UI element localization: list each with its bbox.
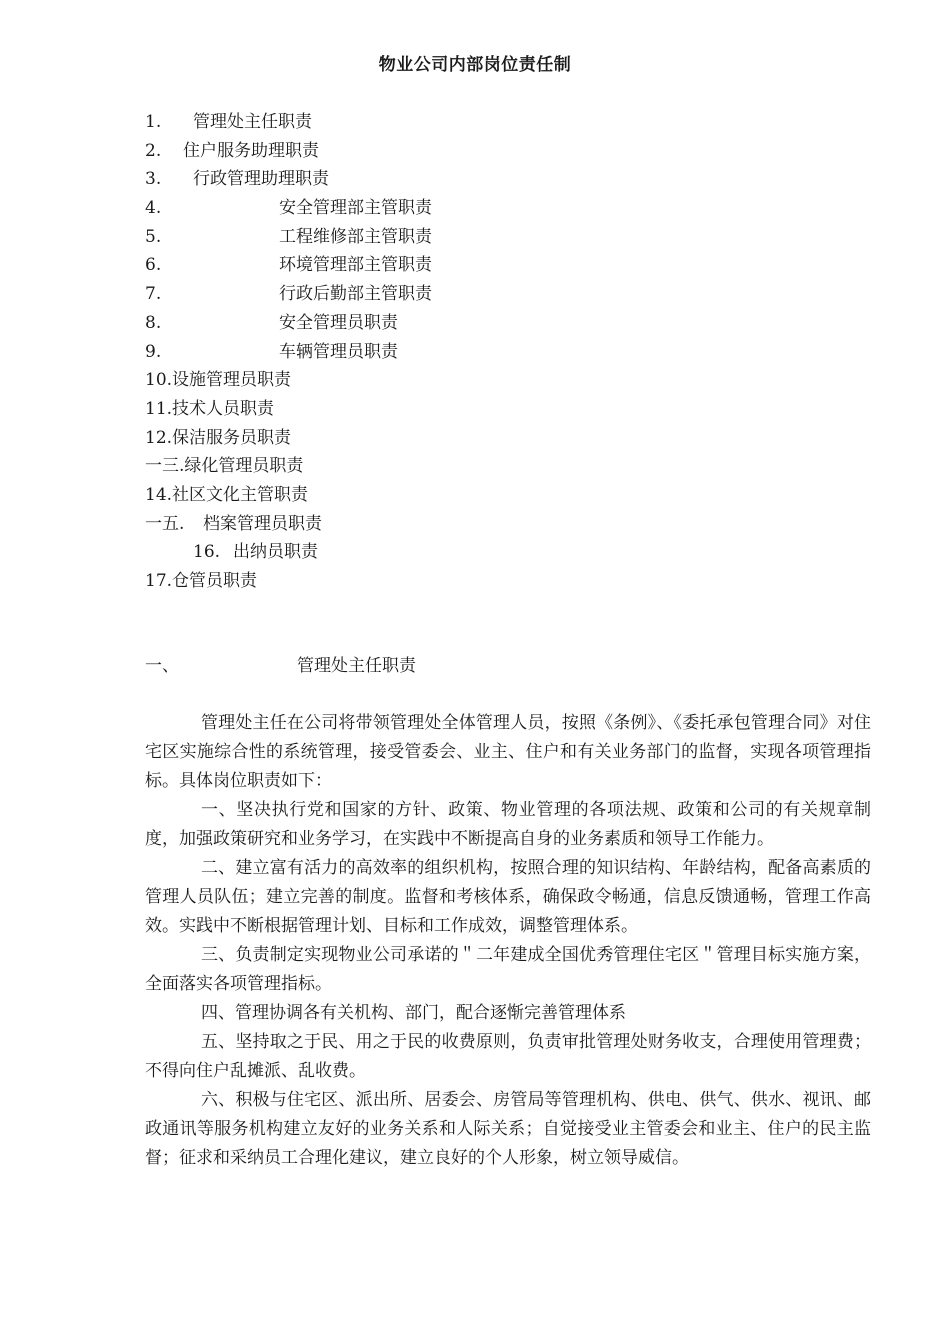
toc-item-text: 管理处主任职责 [193, 112, 312, 132]
toc-item-number: 1. [145, 112, 162, 132]
toc-item [145, 452, 432, 481]
toc-item-text: 安全管理部主管职责 [279, 198, 432, 219]
document-title: 物业公司内部岗位责任制 [378, 55, 572, 75]
toc-item-number: 17. [145, 571, 173, 591]
toc-item-number: 4. [145, 198, 162, 219]
duty-paragraph: 四、管理协调各有关机构、部门，配合逐惭完善管理体系 [201, 1003, 626, 1023]
toc-item-text: 仓管员职责 [172, 571, 258, 591]
toc-item-text: 安全管理员职责 [279, 312, 398, 333]
toc-item [145, 165, 432, 194]
toc-item-text: 行政管理助理职责 [193, 169, 329, 190]
toc-item [145, 280, 432, 309]
section-title: 管理处主任职责 [297, 656, 416, 676]
section-heading [145, 652, 416, 680]
toc-item-text: 社区文化主管职责 [172, 484, 309, 505]
toc-item-number: 12. [145, 427, 173, 448]
toc-item [145, 366, 432, 395]
toc-item [145, 108, 432, 137]
toc-item-text: 设施管理员职责 [172, 370, 292, 391]
toc-item-number: 10. [145, 370, 173, 391]
toc-item-text: 住户服务助理职责 [183, 140, 319, 161]
toc-item-number: 6. [145, 255, 162, 276]
toc-item-number: 11. [145, 398, 173, 419]
toc-item-number: 2. [145, 140, 162, 161]
toc-item [145, 567, 432, 596]
toc-item-number: 9. [145, 341, 162, 362]
section-body [145, 709, 871, 1173]
duty-paragraph: 二、建立富有活力的高效率的组织机构，按照合理的知识结构、年龄结构，配备高素质的管理人员队伍；建立完善的制度。监督和考核体系，确保政令畅通，信息反馈通畅，管理工作高效。实践中不断根据管理计划、目标和工作成效，调整管理体系。 [145, 858, 871, 936]
toc-item-text: 绿化管理员职责 [184, 456, 304, 477]
toc-item [145, 424, 432, 453]
toc-item [145, 309, 432, 338]
toc-item-text: 保洁服务员职责 [172, 427, 292, 448]
toc-item [145, 338, 432, 367]
section-number: 一、 [145, 656, 179, 676]
duty-paragraph: 五、坚持取之于民、用之于民的收费原则，负责审批管理处财务收支，合理使用管理费；不得向住户乱摊派、乱收费。 [145, 1032, 871, 1081]
toc-item [145, 395, 432, 424]
toc-item-number: 一三. [145, 456, 185, 477]
intro-paragraph: 管理处主任在公司将带领管理处全体管理人员，按照《条例》、《委托承包管理合同》对住宅区实施综合性的系统管理，接受管委会、业主、住户和有关业务部门的监督，实现各项管理指标。具体岗位职责如下： [145, 713, 871, 791]
duty-paragraph: 一、坚决执行党和国家的方针、政策、物业管理的各项法规、政策和公司的有关规章制度，加强政策研究和业务学习，在实践中不断提高自身的业务素质和领导工作能力。 [145, 800, 871, 849]
toc-item-text: 工程维修部主管职责 [279, 226, 432, 247]
toc-item [145, 538, 432, 567]
table-of-contents [145, 108, 432, 596]
toc-item [145, 481, 432, 510]
toc-item-text: 环境管理部主管职责 [279, 255, 432, 276]
toc-item [145, 510, 432, 539]
toc-item-number: 8. [145, 312, 162, 333]
toc-item-number: 5. [145, 226, 162, 247]
toc-item-number: 14. [145, 484, 173, 505]
toc-item-number: 一五. [145, 513, 185, 534]
toc-item-number: 7. [145, 284, 162, 305]
toc-item-text: 行政后勤部主管职责 [279, 284, 432, 305]
toc-item [145, 137, 432, 166]
toc-item-number: 3. [145, 169, 162, 190]
toc-item [145, 194, 432, 223]
duty-paragraph: 三、负责制定实现物业公司承诺的＂二年建成全国优秀管理住宅区＂管理目标实施方案，全面落实各项管理指标。 [145, 945, 871, 994]
toc-item-text: 车辆管理员职责 [279, 341, 398, 362]
toc-item-text: 档案管理员职责 [203, 513, 322, 534]
toc-item-text: 出纳员职责 [233, 542, 318, 563]
toc-item [145, 223, 432, 252]
toc-item-text: 技术人员职责 [172, 398, 275, 419]
toc-item [145, 251, 432, 280]
duty-paragraph: 六、积极与住宅区、派出所、居委会、房管局等管理机构、供电、供气、供水、视讯、邮政通讯等服务机构建立友好的业务关系和人际关系；自觉接受业主管委会和业主、住户的民主监督；征求和采纳员工合理化建议，建立良好的个人形象，树立领导威信。 [145, 1090, 871, 1168]
toc-item-number: 16. [193, 542, 221, 563]
